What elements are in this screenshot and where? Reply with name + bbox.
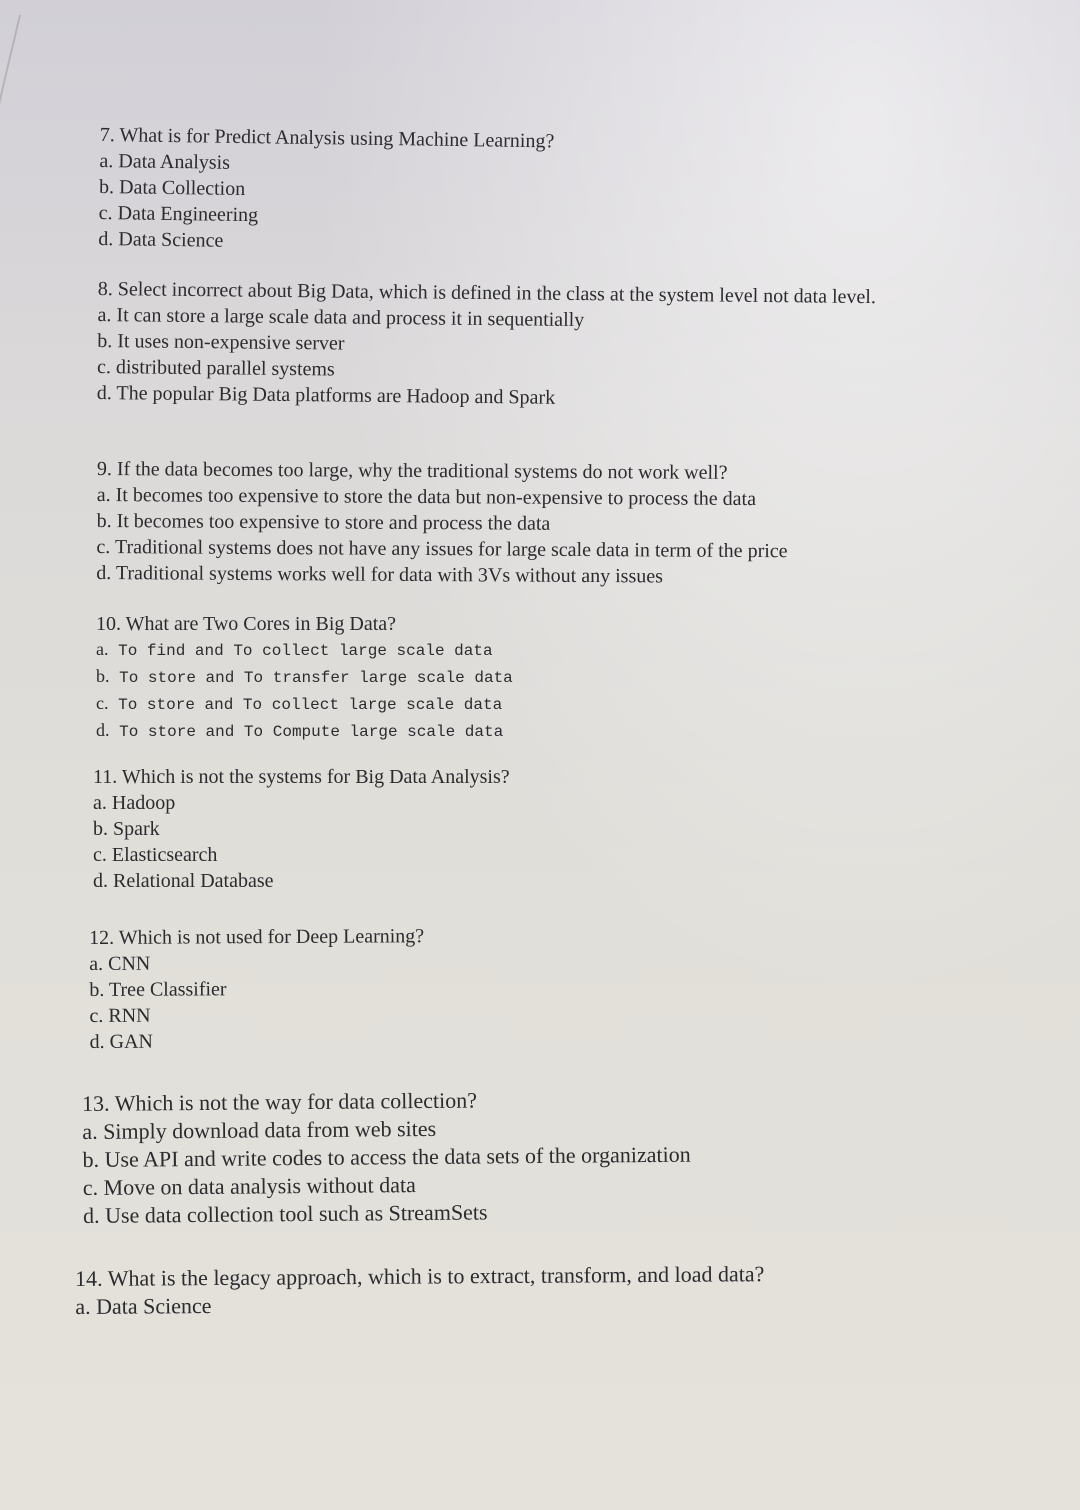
option-d: d. GAN (89, 1030, 154, 1053)
question-13 (82, 1085, 691, 1230)
option-a: a. Hadoop (93, 792, 176, 814)
question-text: 11. Which is not the systems for Big Data Analysis? (93, 766, 510, 788)
option-b: b. It becomes too expensive to store and process the data (96, 509, 551, 535)
option-d: d. Use data collection tool such as StreamSets (82, 1199, 488, 1228)
option-a: a. CNN (89, 952, 151, 975)
option-d: d. To store and To Compute large scale data (96, 720, 504, 741)
option-d: d. The popular Big Data platforms are Hadoop and Spark (96, 381, 556, 409)
option-b: b. Use API and write codes to access the data sets of the organization (82, 1141, 691, 1172)
question-text: 14. What is the legacy approach, which is to extract, transform, and load data? (75, 1261, 765, 1291)
question-text: 8. Select incorrect about Big Data, which is defined in the class at the system level not data level. (97, 277, 877, 309)
option-c: c. Move on data analysis without data (82, 1172, 416, 1200)
option-d: d. Data Science (98, 227, 224, 252)
question-text: 12. Which is not used for Deep Learning? (89, 925, 425, 949)
question-9 (96, 456, 788, 590)
option-b: b. To store and To transfer large scale data (96, 666, 513, 687)
option-c: c. Traditional systems does not have any issues for large scale data in term of the price (96, 535, 788, 563)
option-a: a. Data Science (75, 1293, 212, 1319)
option-c: c. distributed parallel systems (96, 355, 335, 381)
option-d: d. Relational Database (93, 870, 274, 892)
question-11 (93, 764, 510, 894)
option-a: a. Data Analysis (99, 149, 231, 174)
question-text: 7. What is for Predict Analysis using Machine Learning? (99, 123, 555, 153)
option-b: b. Tree Classifier (89, 978, 227, 1001)
option-c: c. Elasticsearch (93, 844, 218, 866)
option-a: a. Simply download data from web sites (82, 1115, 437, 1144)
option-c: c. Data Engineering (98, 201, 259, 227)
option-a: a. It can store a large scale data and process it in sequentially (97, 303, 585, 332)
option-b: b. Data Collection (98, 175, 246, 201)
option-c: c. RNN (89, 1004, 151, 1027)
question-text: 10. What are Two Cores in Big Data? (96, 613, 397, 635)
question-12 (89, 923, 425, 1055)
option-d: d. Traditional systems works well for data with 3Vs without any issues (96, 561, 663, 588)
question-7 (98, 122, 554, 258)
question-10 (96, 611, 513, 745)
question-8 (97, 276, 876, 414)
option-c: c. To store and To collect large scale data (96, 693, 503, 714)
option-b: b. Spark (93, 818, 160, 840)
question-text: 13. Which is not the way for data collection? (82, 1087, 478, 1116)
option-b: b. It uses non-expensive server (97, 329, 345, 355)
pencil-mark-icon (0, 0, 50, 120)
option-a: a. It becomes too expensive to store the data but non-expensive to process the data (96, 483, 757, 511)
question-text: 9. If the data becomes too large, why the traditional systems do not work well? (96, 457, 728, 484)
question-14 (75, 1260, 765, 1321)
option-a: a. To find and To collect large scale data (96, 639, 493, 660)
